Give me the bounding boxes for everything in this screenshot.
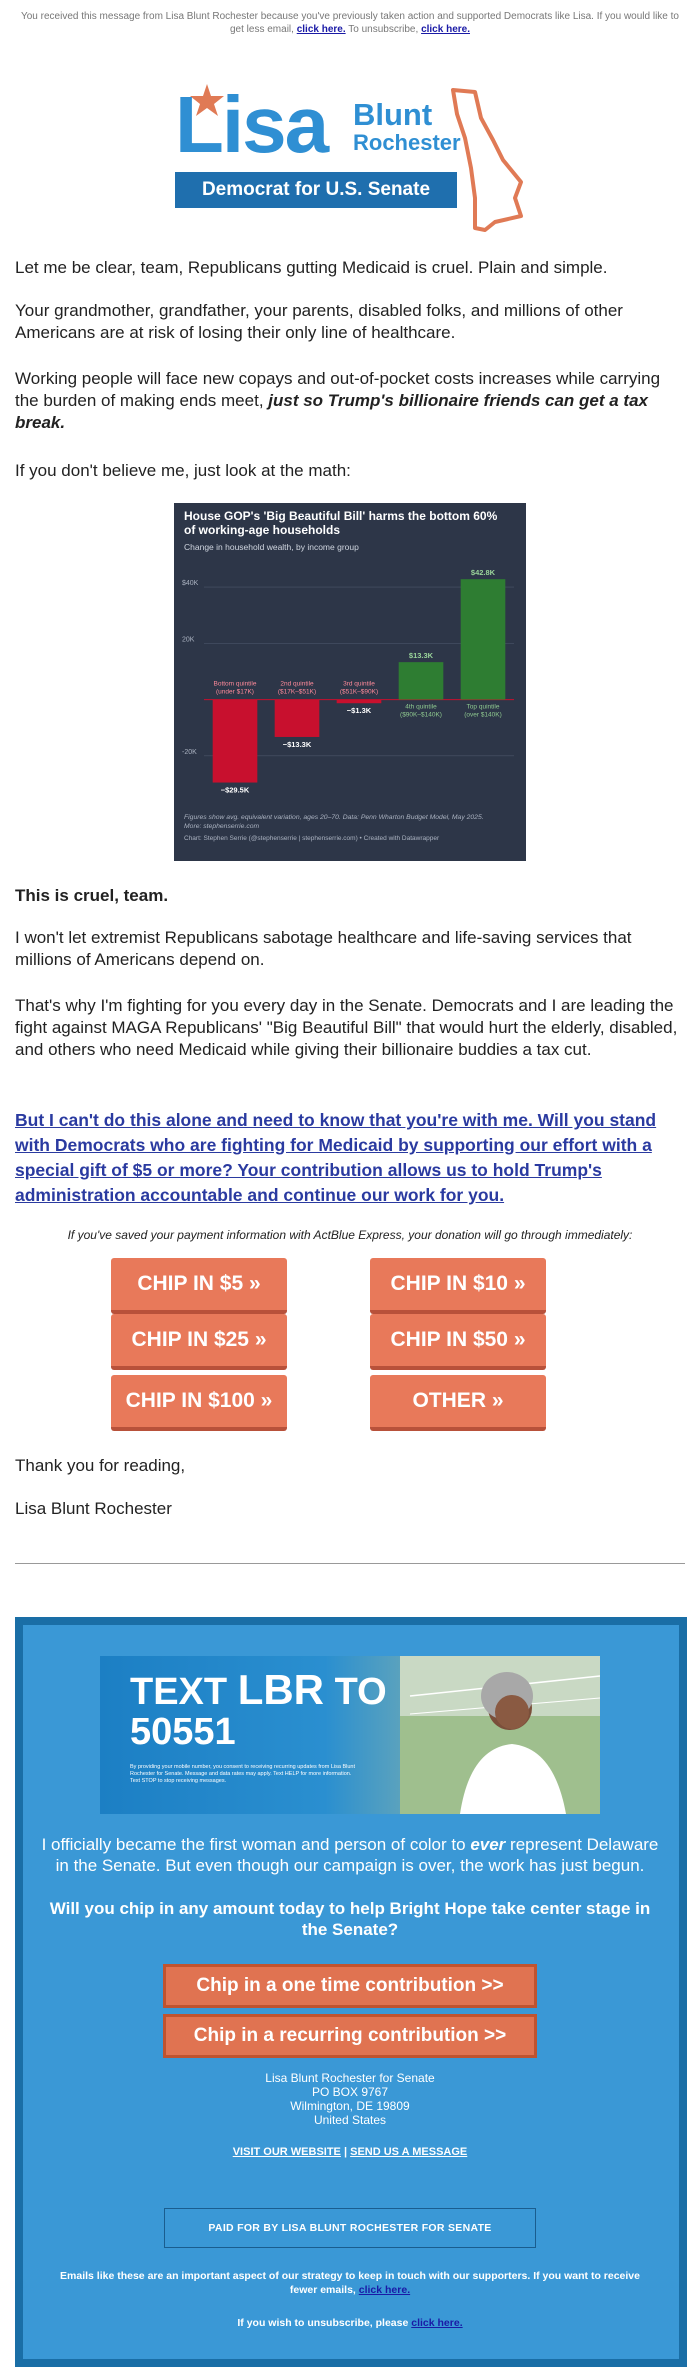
other-amount-button[interactable]: OTHER » [370,1375,546,1431]
actblue-note: If you've saved your payment information with ActBlue Express, your donation will go through immediately: [67,1228,633,1242]
donate-appeal-link[interactable]: But I can't do this alone and need to know that you're with me. Will you stand with Democrats who are fighting for Medicaid by supporting our effort with a special gift of $5 or more? Your contribution allows us to hold Trump's administration accountable and continue our work for you. [15,1110,657,1205]
preheader-mid: To unsubscribe, [348,24,419,35]
chart-footnote-1: Figures show avg. equivalent variation, ages 20–70. Data: Penn Wharton Budget Model, May 2025. [184,814,484,821]
footer-unsubscribe-link[interactable]: click here. [411,2317,463,2329]
y-tick-label: 20K [182,636,195,644]
logo-last-name-2: Rochester [353,130,461,155]
body-paragraph-2: Your grandmother, grandfather, your parents, disabled folks, and millions of other Americans are at risk of losing their only line of healthcare. [15,301,623,342]
chart-title: House GOP's 'Big Beautiful Bill' harms the bottom 60% of working-age households [184,509,498,537]
campaign-logo [175,78,535,238]
banner-fine-print: By providing your mobile number, you consent to receiving recurring updates from Lisa Blunt Rochester for Senate. Message and data rates may apply. Text HELP for more information. Text STOP to stop receiving messages. [130,1764,356,1784]
chip-in-25-button[interactable]: CHIP IN $25 » [111,1314,287,1370]
body-paragraph-3: Working people will face new copays and out-of-pocket costs increases while carrying the burden of making ends meet, just so Trump's billionaire friends can get a tax break. [15,369,661,432]
chart-subtitle: Change in household wealth, by income group [184,542,359,552]
logo-last-name-1: Blunt [353,97,433,132]
value-label: −$13.3K [282,739,312,749]
chart-footnote-2: More: stephenserrie.com [184,823,260,830]
chip-in-10-button[interactable]: CHIP IN $10 » [370,1258,546,1314]
y-tick-label: $40K [182,580,199,588]
bar-2 [275,700,320,737]
divider [15,1563,685,1564]
visit-website-link[interactable]: VISIT OUR WEBSITE [232,2146,341,2158]
body-paragraph-7: That's why I'm fighting for you every day in the Senate. Democrats and I are leading the fight against MAGA Republicans' "Big Beautiful Bill" that would hurt the elderly, disabled, and others who need Medicaid while giving their billionaire buddies a tax cut. [15,996,678,1059]
cruel-heading: This is cruel, team. [15,886,169,905]
emphasis-text: just so Trump's billionaire friends can get a tax break. [15,391,648,432]
logo-tagline: Democrat for U.S. Senate [175,172,457,208]
body-paragraph-4: If you don't believe me, just look at the math: [15,461,351,480]
category-label: 2nd quintile ($17K–$51K) [277,680,317,696]
preheader [20,10,680,36]
less-email-link[interactable]: click here. [296,24,346,35]
footer-links: VISIT OUR WEBSITE | SEND US A MESSAGE [232,2146,468,2158]
category-label: 3rd quintile ($51K–$90K) [339,680,379,696]
logo-first-name: Lisa [175,80,328,169]
category-label: Bottom quintile (under $17K) [213,680,257,696]
value-label: −$29.5K [220,785,250,795]
preheader-text: You received this message from Lisa Blunt Rochester because you've previously taken action and supported Democrats like Lisa. If you would like to get less email, [20,11,679,35]
bar-5 [461,579,506,699]
y-tick-label: -20K [182,748,197,756]
paid-for-by: PAID FOR BY LISA BLUNT ROCHESTER FOR SENATE [164,2208,536,2248]
body-paragraph-6: I won't let extremist Republicans sabotage healthcare and life-saving services that millions of Americans depend on. [15,928,632,969]
chip-in-5-button[interactable]: CHIP IN $5 » [111,1258,287,1314]
unsubscribe-note: If you wish to unsubscribe, please click here. [237,2317,463,2329]
body-paragraph-1: Let me be clear, team, Republicans gutting Medicaid is cruel. Plain and simple. [15,258,608,277]
chip-in-50-button[interactable]: CHIP IN $50 » [370,1314,546,1370]
text-lbr-banner[interactable] [100,1656,600,1814]
recurring-contribution-button[interactable]: Chip in a recurring contribution >> [163,2014,537,2058]
footer-address: Lisa Blunt Rochester for Senate PO BOX 9767 Wilmington, DE 19809 United States [265,2071,435,2127]
category-label: 4th quintile ($90K–$140K) [400,703,442,719]
wealth-change-chart [174,503,526,861]
category-label: Top quintile (over $140K) [464,703,502,719]
bar-4 [399,662,444,699]
footer-ask: Will you chip in any amount today to help Bright Hope take center stage in the Senate? [49,1899,651,1939]
one-time-contribution-button[interactable]: Chip in a one time contribution >> [163,1964,537,2008]
banner-headline-2: 50551 [130,1711,236,1753]
fewer-emails-link[interactable]: click here. [358,2284,411,2296]
thanks-text: Thank you for reading, [15,1456,186,1475]
footer-intro: I officially became the first woman and person of color to ever represent Delaware in the Senate. But even though our campaign is over, the work has just begun. [41,1835,659,1875]
bar-1 [213,700,258,783]
value-label: −$1.3K [346,706,372,716]
send-message-link[interactable]: SEND US A MESSAGE [350,2146,468,2158]
chip-in-100-button[interactable]: CHIP IN $100 » [111,1375,287,1431]
banner-headline-1: TEXT LBR TO [130,1666,387,1713]
signature: Lisa Blunt Rochester [15,1499,172,1518]
value-label: $13.3K [408,651,434,661]
fewer-emails-note: Emails like these are an important aspect of our strategy to keep in touch with our supporters. If you want to receive fewer emails, click here. [60,2270,640,2296]
chart-svg [174,503,526,861]
unsubscribe-link[interactable]: click here. [421,24,470,35]
value-label: $42.8K [470,568,496,578]
chart-credit: Chart: Stephen Serrie (@stephenserrie | stephenserrie.com) • Created with Datawrapper [184,835,440,842]
bar-3 [337,700,382,704]
